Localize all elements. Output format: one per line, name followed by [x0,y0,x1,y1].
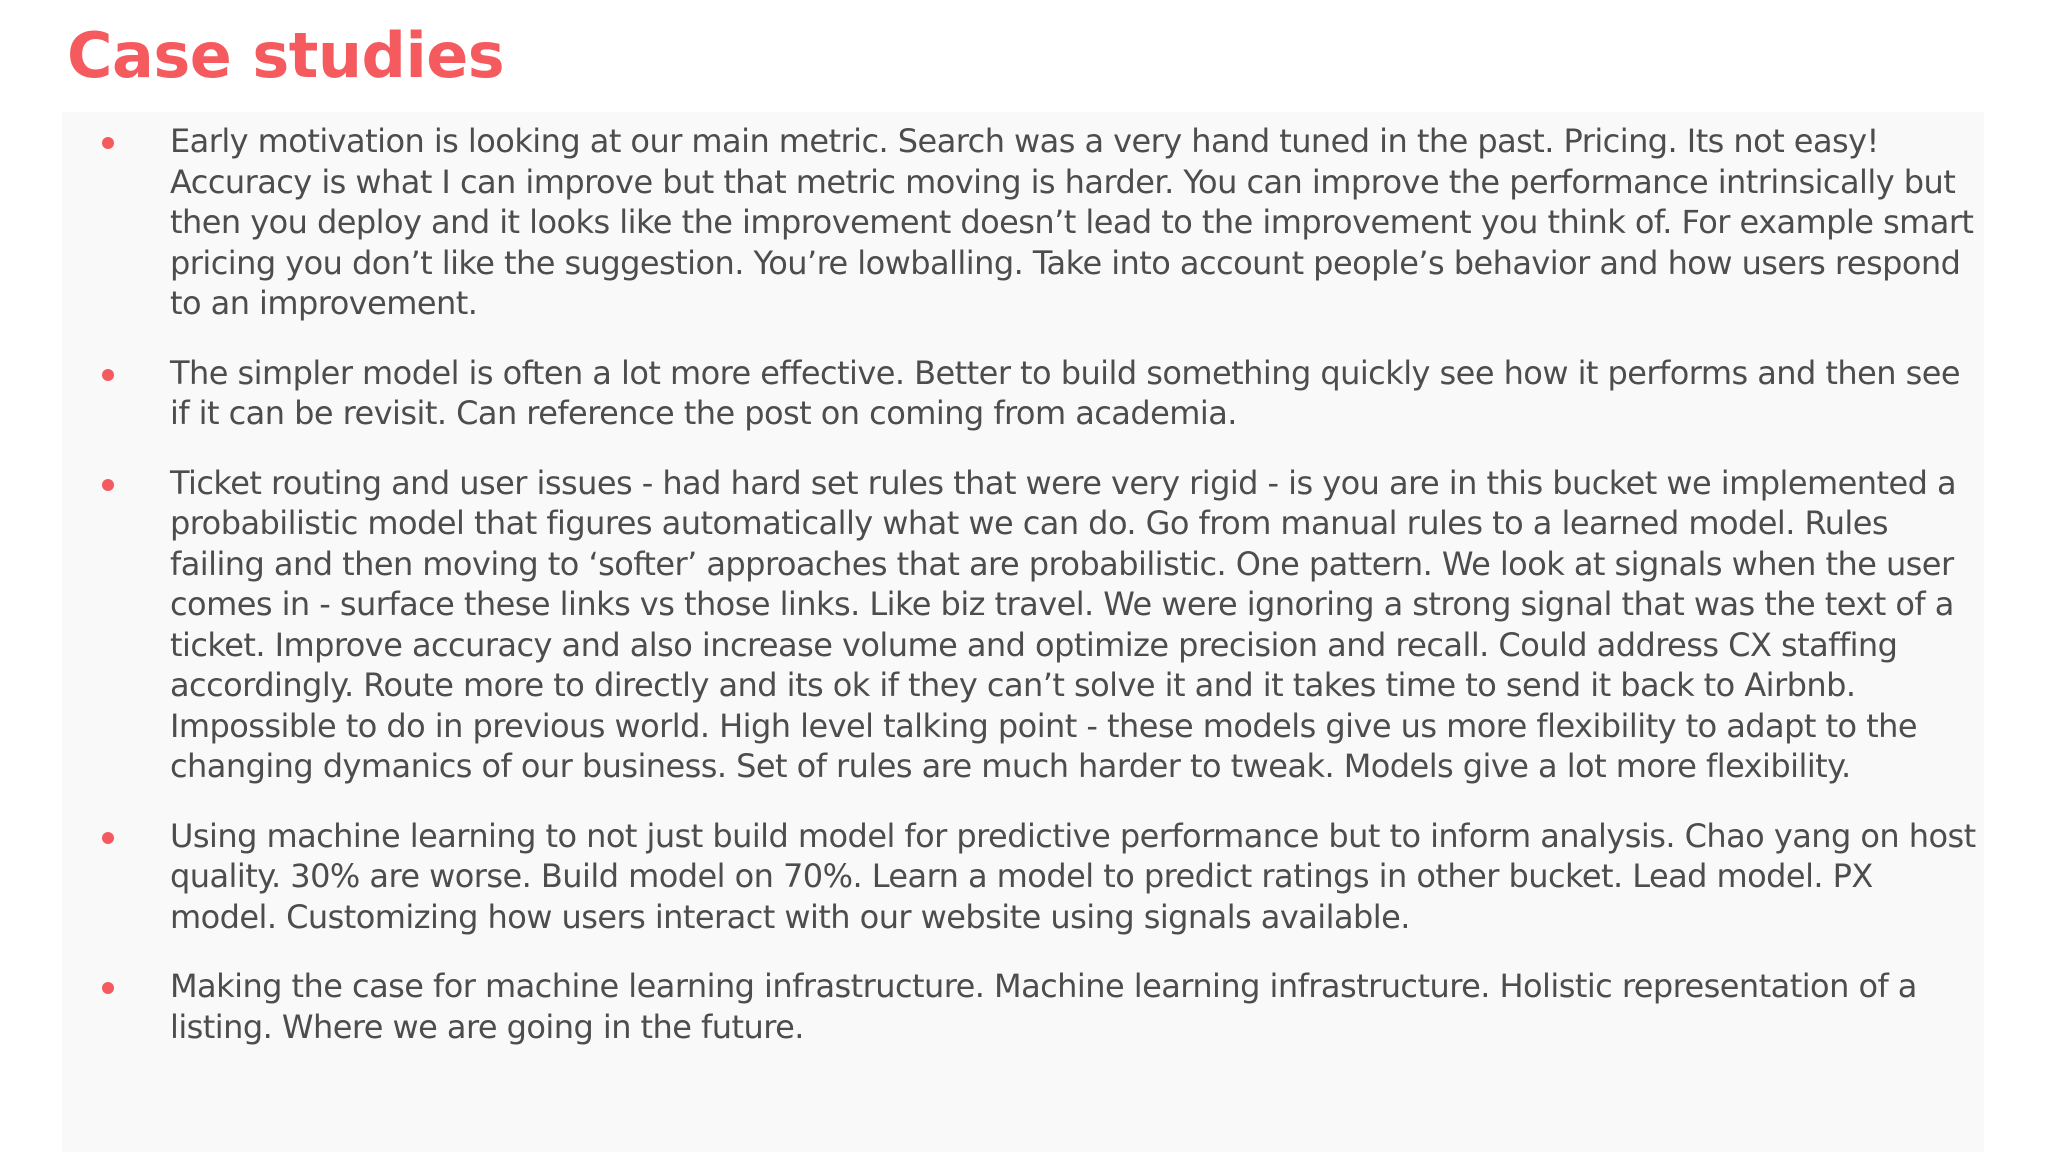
bullet-dot-icon [102,832,114,844]
bullet-dot-icon [102,479,114,491]
bullet-text: Making the case for machine learning infrastructure. Machine learning infrastructure. Holistic representation of a listing. Where we are going in the future. [170,967,1917,1046]
bullet-dot-icon [102,137,114,149]
list-item [100,353,1980,434]
slide-title: Case studies [67,19,505,92]
bullet-text: Ticket routing and user issues - had hard set rules that were very rigid - is you are in this bucket we implemented a probabilistic model that figures automatically what we can do. Go from manual rules to a learned model. Rules failing and then moving to ‘softer’ approaches that are probabilistic. One pattern. We look at signals when the user comes in - surface these links vs those links. Like biz travel. We were ignoring a strong signal that was the text of a ticket. Improve accuracy and also increase volume and optimize precision and recall. Could address CX staffing accordingly. Route more to directly and its ok if they can’t solve it and it takes time to send it back to Airbnb. Impossible to do in previous world. High level talking point - these models give us more flexibility to adapt to the changing dymanics of our business. Set of rules are much harder to tweak. Models give a lot more flexibility. [170,463,1957,785]
bullet-text: Using machine learning to not just build model for predictive performance but to inform analysis. Chao yang on host quality. 30% are worse. Build model on 70%. Learn a model to predict ratings in other bucket. Lead model. PX model. Customizing how users interact with our website using signals available. [170,816,1976,936]
list-item [100,966,1980,1047]
list-item [100,121,1980,324]
list-item [100,816,1980,938]
bullet-dot-icon [102,982,114,994]
bullet-dot-icon [102,369,114,381]
list-item [100,463,1980,787]
bullet-text: Early motivation is looking at our main metric. Search was a very hand tuned in the past. Pricing. Its not easy! Accuracy is what I can improve but that metric moving is harder. You can improve the performance intrinsically but then you deploy and it looks like the improvement doesn’t lead to the improvement you think of. For example smart pricing you don’t like the suggestion. You’re lowballing. Take into account people’s behavior and how users respond to an improvement. [170,122,1974,322]
case-studies-list [100,121,1980,1076]
bullet-text: The simpler model is often a lot more effective. Better to build something quickly see how it performs and then see if it can be revisit. Can reference the post on coming from academia. [170,353,1960,432]
